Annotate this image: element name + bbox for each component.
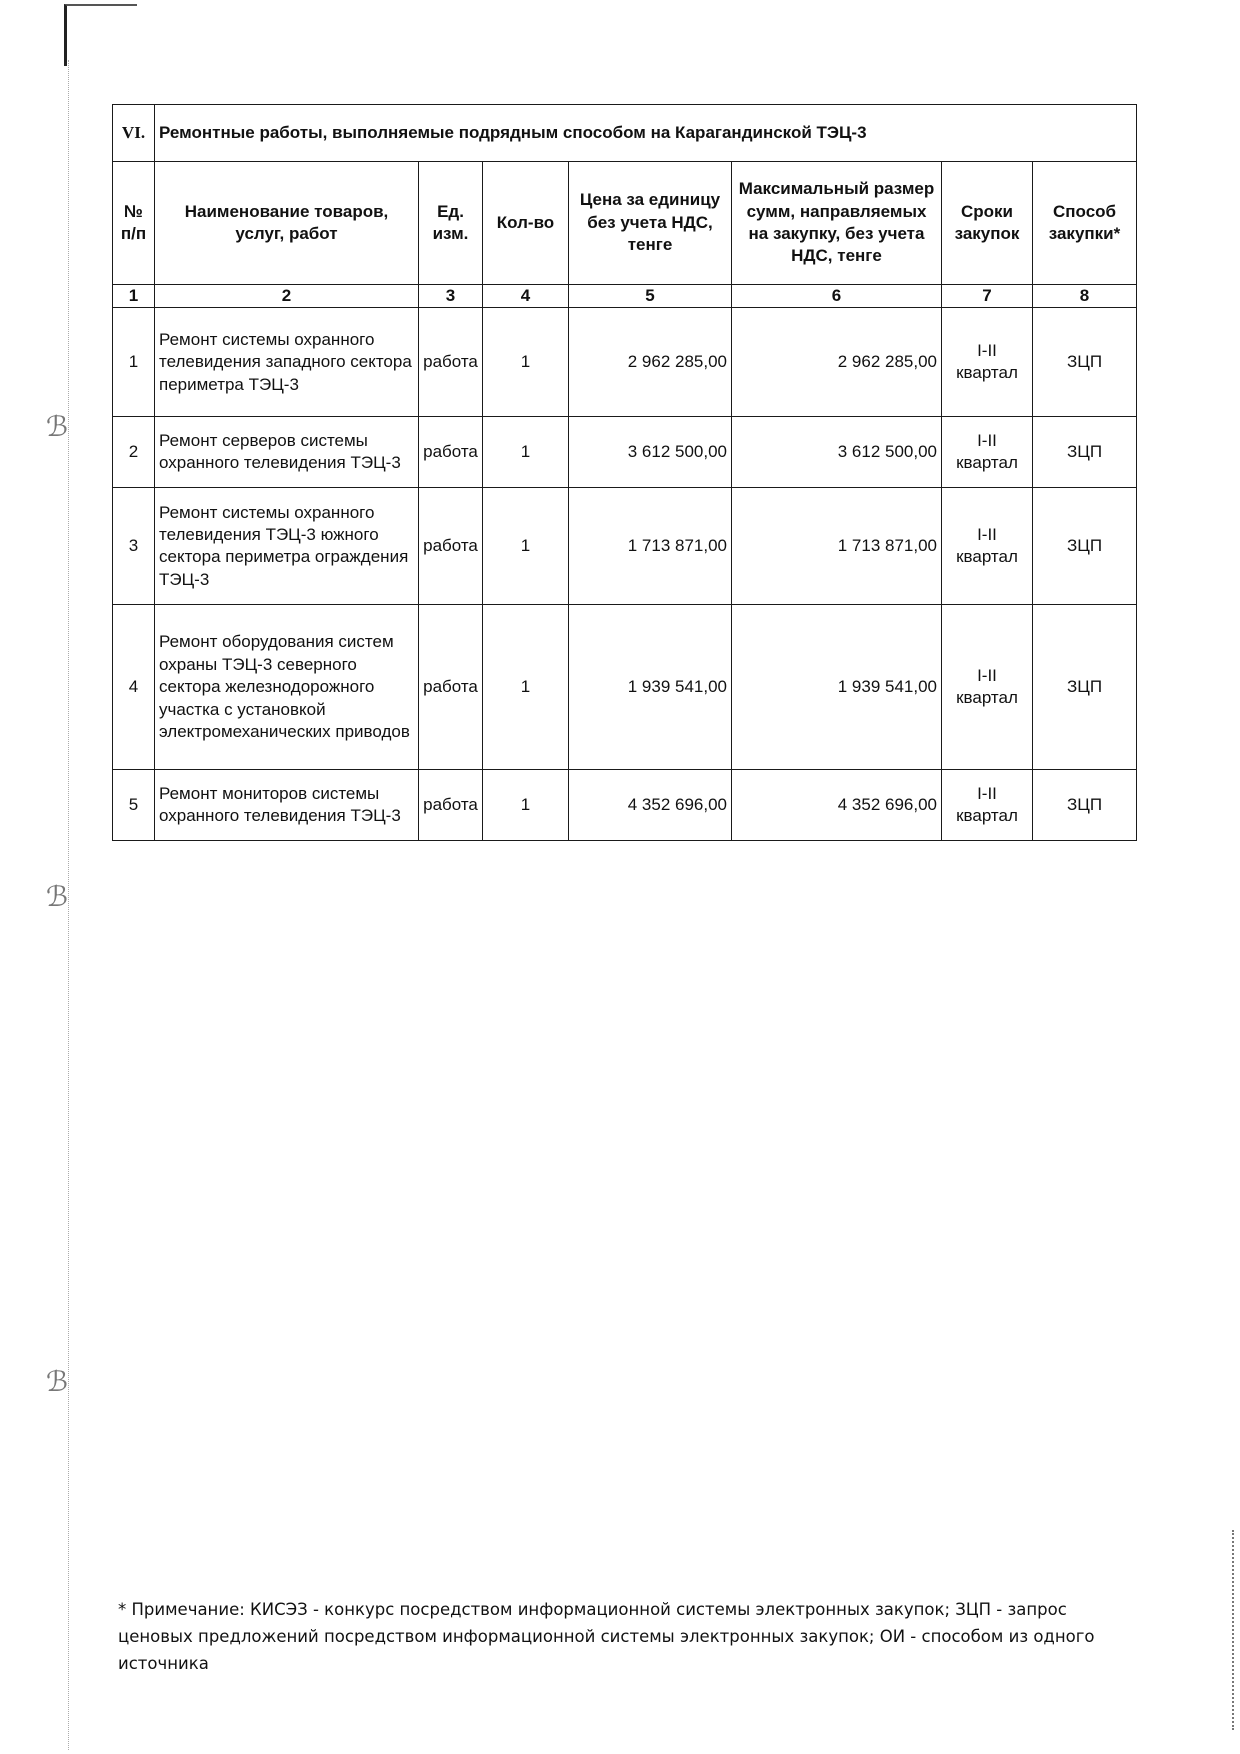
item-name: Ремонт системы охранного телевидения западного сектора периметра ТЭЦ-3 [155, 308, 419, 417]
procurement-table [112, 104, 1137, 841]
table-row [113, 488, 1137, 605]
col-index: 2 [155, 285, 419, 308]
item-term: I-II квартал [942, 488, 1033, 605]
item-qty: 1 [483, 308, 569, 417]
binding-stamp-mark: ℬ [45, 1365, 68, 1398]
col-index: 1 [113, 285, 155, 308]
item-method: ЗЦП [1033, 605, 1137, 770]
col-header-term: Сроки закупок [942, 162, 1033, 285]
item-price: 1 713 871,00 [569, 488, 732, 605]
col-index: 3 [419, 285, 483, 308]
item-name: Ремонт мониторов системы охранного телевидения ТЭЦ-3 [155, 770, 419, 841]
item-price: 4 352 696,00 [569, 770, 732, 841]
scan-corner-mark [64, 4, 137, 66]
row-number: 2 [113, 417, 155, 488]
col-header-unit: Ед. изм. [419, 162, 483, 285]
item-total: 3 612 500,00 [732, 417, 942, 488]
item-term: I-II квартал [942, 770, 1033, 841]
item-total: 2 962 285,00 [732, 308, 942, 417]
section-title: Ремонтные работы, выполняемые подрядным способом на Карагандинской ТЭЦ-3 [155, 105, 1137, 162]
item-name: Ремонт системы охранного телевидения ТЭЦ-3 южного сектора периметра ограждения ТЭЦ-3 [155, 488, 419, 605]
section-number: VI. [113, 105, 155, 162]
col-header-qty: Кол-во [483, 162, 569, 285]
row-number: 1 [113, 308, 155, 417]
table-row [113, 417, 1137, 488]
item-term: I-II квартал [942, 308, 1033, 417]
item-price: 2 962 285,00 [569, 308, 732, 417]
col-header-num: № п/п [113, 162, 155, 285]
section-header-row [113, 105, 1137, 162]
col-index: 8 [1033, 285, 1137, 308]
item-name: Ремонт серверов системы охранного телевидения ТЭЦ-3 [155, 417, 419, 488]
item-unit: работа [419, 417, 483, 488]
item-total: 4 352 696,00 [732, 770, 942, 841]
row-number: 5 [113, 770, 155, 841]
item-method: ЗЦП [1033, 488, 1137, 605]
table-row [113, 770, 1137, 841]
col-header-total: Максимальный размер сумм, направляемых на закупку, без учета НДС, тенге [732, 162, 942, 285]
col-header-name: Наименование товаров, услуг, работ [155, 162, 419, 285]
item-unit: работа [419, 605, 483, 770]
row-number: 4 [113, 605, 155, 770]
binding-stamp-mark: ℬ [45, 410, 68, 443]
item-qty: 1 [483, 417, 569, 488]
item-total: 1 713 871,00 [732, 488, 942, 605]
item-term: I-II квартал [942, 605, 1033, 770]
item-qty: 1 [483, 488, 569, 605]
col-index: 7 [942, 285, 1033, 308]
item-unit: работа [419, 308, 483, 417]
col-index: 5 [569, 285, 732, 308]
table-row [113, 605, 1137, 770]
column-index-row [113, 285, 1137, 308]
item-qty: 1 [483, 770, 569, 841]
item-method: ЗЦП [1033, 308, 1137, 417]
item-name: Ремонт оборудования систем охраны ТЭЦ-3 северного сектора железнодорожного участка с установкой электромеханических приводов [155, 605, 419, 770]
item-total: 1 939 541,00 [732, 605, 942, 770]
item-qty: 1 [483, 605, 569, 770]
scan-right-edge [1232, 1530, 1234, 1730]
item-price: 3 612 500,00 [569, 417, 732, 488]
column-header-row [113, 162, 1137, 285]
table-row [113, 308, 1137, 417]
col-header-price: Цена за единицу без учета НДС, тенге [569, 162, 732, 285]
col-index: 6 [732, 285, 942, 308]
item-price: 1 939 541,00 [569, 605, 732, 770]
item-unit: работа [419, 488, 483, 605]
row-number: 3 [113, 488, 155, 605]
binding-stamp-mark: ℬ [45, 880, 68, 913]
col-header-method: Способ закупки* [1033, 162, 1137, 285]
footnote: * Примечание: КИСЭЗ - конкурс посредством информационной системы электронных закупок; ЗЦП - запрос ценовых предложений посредством информационной системы электронных закупок; ОИ - способом из одного источника [118, 1600, 1095, 1673]
item-method: ЗЦП [1033, 417, 1137, 488]
item-unit: работа [419, 770, 483, 841]
item-method: ЗЦП [1033, 770, 1137, 841]
item-term: I-II квартал [942, 417, 1033, 488]
col-index: 4 [483, 285, 569, 308]
